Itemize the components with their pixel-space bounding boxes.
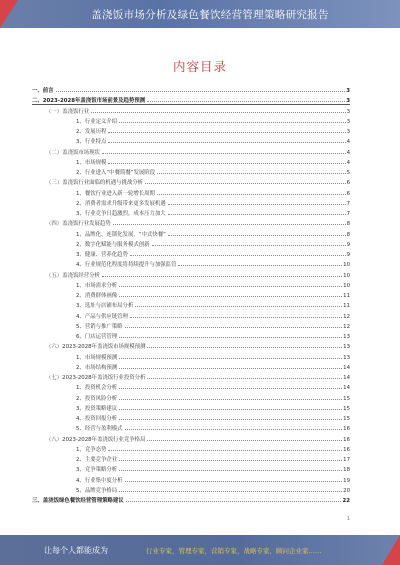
toc-entry-label: （三）盖浇饭行业面临的机遇与挑战分析: [46, 180, 144, 187]
toc-entry[interactable]: [76, 352, 350, 361]
toc-entry[interactable]: [32, 85, 350, 94]
toc-leader-dots: [168, 235, 346, 236]
toc-entry-page: 18: [343, 467, 350, 474]
toc-entry-page: 14: [343, 385, 350, 392]
toc-leader-dots: [119, 460, 342, 461]
toc-entry-page: 4: [346, 159, 350, 166]
toc-entry[interactable]: [76, 423, 350, 432]
toc-entry[interactable]: [76, 126, 350, 135]
toc-entry-label: 3、行业特点: [76, 139, 107, 146]
toc-leader-dots: [119, 388, 342, 389]
page-number: 1: [346, 516, 350, 522]
toc-entry-label: 2、消费群体画像: [76, 293, 118, 299]
table-of-contents: [32, 85, 350, 505]
toc-entry-label: （二）盖浇饭市场现状: [46, 149, 100, 156]
toc-entry[interactable]: [76, 249, 350, 258]
toc-entry-page: 15: [343, 395, 350, 402]
toc-entry-page: 13: [343, 334, 350, 340]
toc-entry-page: 6: [346, 180, 350, 187]
toc-entry-label: 5、营销与推广策略: [76, 323, 123, 330]
toc-leader-dots: [157, 173, 345, 174]
toc-leader-dots: [119, 368, 342, 369]
toc-entry-label: 1、竞争态势: [76, 446, 107, 453]
toc-entry-page: 8: [346, 221, 350, 228]
toc-entry[interactable]: [76, 464, 350, 473]
toc-entry[interactable]: [76, 239, 350, 248]
toc-entry-page: 12: [343, 313, 350, 320]
toc-entry[interactable]: [76, 444, 350, 453]
toc-leader-dots: [147, 101, 345, 102]
toc-entry-label: 一、前言: [32, 88, 54, 94]
header-band: [0, 0, 400, 28]
toc-entry-page: 3: [346, 129, 350, 135]
toc-entry-label: 3、健康、营养化趋势: [76, 252, 128, 258]
toc-entry-page: 5: [346, 170, 350, 176]
toc-entry-page: 3: [346, 88, 350, 94]
toc-leader-dots: [56, 91, 346, 92]
toc-entry-label: 5、品牌竞争格局: [76, 487, 118, 494]
toc-entry[interactable]: [76, 188, 350, 197]
footer-band: [0, 535, 400, 565]
toc-leader-dots: [119, 399, 342, 400]
toc-entry[interactable]: [76, 403, 350, 412]
toc-entry[interactable]: [76, 280, 350, 289]
toc-leader-dots: [119, 337, 342, 338]
toc-entry-label: 1、品牌化、连锁化发展，“中式快餐”: [76, 231, 166, 238]
toc-entry[interactable]: [76, 475, 350, 484]
toc-entry[interactable]: [46, 147, 350, 156]
toc-entry-label: 二、2023-2028年盖浇饭市场前景及趋势预测: [32, 98, 146, 105]
toc-entry-label: 4、产品与供应链管理: [76, 313, 128, 320]
toc-entry-page: 3: [346, 118, 350, 125]
toc-entry-page: 16: [343, 446, 350, 453]
toc-entry[interactable]: [76, 485, 350, 494]
toc-entry-page: 6: [346, 190, 350, 197]
toc-entry-page: 14: [343, 364, 350, 371]
toc-entry-label: （一）盖浇饭行业: [46, 108, 90, 115]
toc-leader-dots: [130, 317, 342, 318]
toc-leader-dots: [119, 122, 345, 123]
toc-entry[interactable]: [76, 167, 350, 176]
toc-leader-dots: [91, 112, 345, 113]
toc-entry-page: 3: [346, 108, 350, 115]
toc-leader-dots: [168, 214, 346, 215]
toc-entry-label: 1、市场规模预测: [76, 354, 118, 361]
toc-entry-page: 10: [343, 282, 350, 289]
toc-entry[interactable]: [76, 331, 350, 340]
toc-leader-dots: [152, 245, 346, 246]
toc-entry[interactable]: [46, 218, 350, 227]
footer-tagline: 行业专家，管理专家，营销专家，战略专家，顾问企业家……: [146, 547, 322, 555]
toc-entry[interactable]: [46, 372, 350, 381]
toc-entry-label: （六）2023-2028年盖浇饭市场规模预测: [46, 344, 146, 351]
toc-entry[interactable]: [46, 270, 350, 279]
toc-entry[interactable]: [76, 259, 350, 268]
toc-entry[interactable]: [76, 229, 350, 238]
toc-entry-page: 16: [343, 436, 350, 443]
toc-leader-dots: [119, 358, 342, 359]
toc-entry-label: 2、发展历程: [76, 129, 107, 135]
toc-leader-dots: [119, 296, 342, 297]
toc-entry[interactable]: [46, 177, 350, 186]
toc-leader-dots: [125, 327, 343, 328]
footer-slogan: 让每个人都能成为: [44, 546, 108, 555]
toc-leader-dots: [108, 132, 345, 133]
toc-entry[interactable]: [76, 454, 350, 463]
toc-entry-label: 2、主要竞争企业: [76, 457, 118, 463]
toc-leader-dots: [168, 204, 346, 205]
toc-entry-label: 6、门店运营管理: [76, 334, 118, 340]
toc-entry-page: 9: [346, 241, 350, 248]
toc-entry-page: 15: [343, 416, 350, 422]
toc-entry-page: 9: [346, 252, 350, 258]
toc-leader-dots: [125, 481, 343, 482]
toc-entry-page: 13: [343, 354, 350, 361]
toc-entry-label: 2、投资风险分析: [76, 395, 118, 402]
toc-entry-page: 10: [343, 272, 350, 279]
toc-entry-page: 8: [346, 231, 350, 238]
toc-entry-label: 3、投资策略建议: [76, 405, 118, 412]
toc-entry-label: 2、市场结构预测: [76, 364, 118, 371]
toc-entry-label: 2、行业进入“中餐简餐”发展阶段: [76, 170, 156, 176]
toc-leader-dots: [108, 450, 342, 451]
toc-entry-label: 1、餐饮行业进入新一轮增长周期: [76, 190, 155, 197]
toc-entry-label: 5、经营与盈利模式: [76, 426, 123, 433]
toc-entry[interactable]: [46, 434, 350, 443]
toc-entry[interactable]: [76, 208, 350, 217]
document-title: 盖浇饭市场分析及绿色餐饮经营管理策略研究报告: [91, 9, 329, 21]
footer-accent: [382, 535, 400, 565]
toc-entry-label: 4、投资回报分析: [76, 416, 118, 422]
toc-entry[interactable]: [76, 413, 350, 422]
toc-leader-dots: [147, 347, 342, 348]
toc-entry-label: （八）2023-2028年盖浇饭行业竞争格局: [46, 436, 146, 443]
toc-entry-label: （七）2023-2028年盖浇饭行业投资分析: [46, 375, 146, 381]
toc-entry-label: 三、盖浇饭绿色餐饮经营管理策略建议: [32, 498, 124, 504]
toc-leader-dots: [145, 183, 346, 184]
toc-entry-label: 3、选址与店铺布局分析: [76, 303, 134, 310]
toc-entry-label: （五）盖浇饭经营分析: [46, 272, 100, 279]
toc-entry-page: 12: [343, 323, 350, 330]
toc-entry[interactable]: [76, 382, 350, 391]
toc-entry-label: 3、竞争策略分析: [76, 467, 118, 474]
toc-entry[interactable]: [76, 362, 350, 371]
toc-entry-label: 2、数字化赋能与服务模式创新: [76, 241, 150, 248]
toc-entry[interactable]: [76, 311, 350, 320]
toc-leader-dots: [147, 378, 342, 379]
toc-leader-dots: [119, 409, 342, 410]
toc-leader-dots: [102, 276, 342, 277]
toc-leader-dots: [126, 501, 342, 502]
toc-entry[interactable]: [76, 198, 350, 207]
toc-entry-page: 16: [343, 426, 350, 433]
toc-leader-dots: [125, 429, 343, 430]
toc-entry[interactable]: [76, 157, 350, 166]
toc-entry[interactable]: [46, 341, 350, 350]
toc-entry-page: 14: [343, 375, 350, 381]
toc-entry[interactable]: [46, 106, 350, 115]
toc-entry-page: 11: [343, 303, 350, 310]
header-accent: [0, 0, 18, 28]
toc-entry-label: 4、行业集中度分析: [76, 477, 123, 484]
toc-leader-dots: [135, 306, 342, 307]
toc-entry-label: 2、消费者需求升级带来更多发展机遇: [76, 200, 166, 207]
toc-entry[interactable]: [76, 290, 350, 299]
toc-entry-page: 20: [343, 487, 350, 494]
toc-leader-dots: [119, 470, 342, 471]
toc-entry-label: 1、市场需求分析: [76, 282, 118, 289]
toc-leader-dots: [119, 286, 342, 287]
toc-entry-page: 22: [342, 498, 350, 504]
toc-entry-page: 10: [343, 262, 350, 269]
toc-leader-dots: [119, 491, 342, 492]
toc-entry-page: 7: [346, 200, 350, 207]
toc-entry-page: 15: [343, 405, 350, 412]
toc-entry[interactable]: [76, 116, 350, 125]
toc-heading: 内容目录: [172, 59, 227, 74]
toc-leader-dots: [108, 163, 345, 164]
toc-entry-label: 1、市场规模: [76, 159, 107, 166]
toc-entry[interactable]: [76, 393, 350, 402]
toc-entry-label: 1、投资机会分析: [76, 385, 118, 392]
toc-leader-dots: [119, 419, 342, 420]
toc-entry[interactable]: [32, 95, 350, 105]
toc-entry-label: （四）盖浇饭行业发展趋势: [46, 221, 111, 228]
toc-leader-dots: [178, 265, 342, 266]
toc-entry[interactable]: [32, 495, 350, 504]
toc-entry-page: 17: [343, 457, 350, 463]
toc-leader-dots: [102, 153, 346, 154]
toc-entry-page: 3: [346, 98, 350, 105]
toc-entry-page: 11: [343, 293, 350, 299]
toc-entry-page: 4: [346, 139, 350, 146]
toc-entry-page: 4: [346, 149, 350, 156]
toc-entry-label: 3、行业竞争日趋激烈，成本压力加大: [76, 211, 166, 217]
toc-entry-page: 13: [343, 344, 350, 351]
toc-leader-dots: [108, 142, 345, 143]
toc-entry[interactable]: [76, 136, 350, 145]
toc-leader-dots: [157, 194, 346, 195]
toc-leader-dots: [147, 440, 342, 441]
toc-entry-label: 1、行业定义介绍: [76, 118, 118, 125]
toc-entry-page: 19: [343, 477, 350, 484]
toc-entry-page: 7: [346, 211, 350, 217]
toc-leader-dots: [130, 255, 346, 256]
toc-entry-label: 4、行业规范化程度将持续提升与加强监管: [76, 262, 177, 269]
toc-leader-dots: [113, 224, 346, 225]
toc-entry[interactable]: [76, 300, 350, 309]
toc-entry[interactable]: [76, 321, 350, 330]
